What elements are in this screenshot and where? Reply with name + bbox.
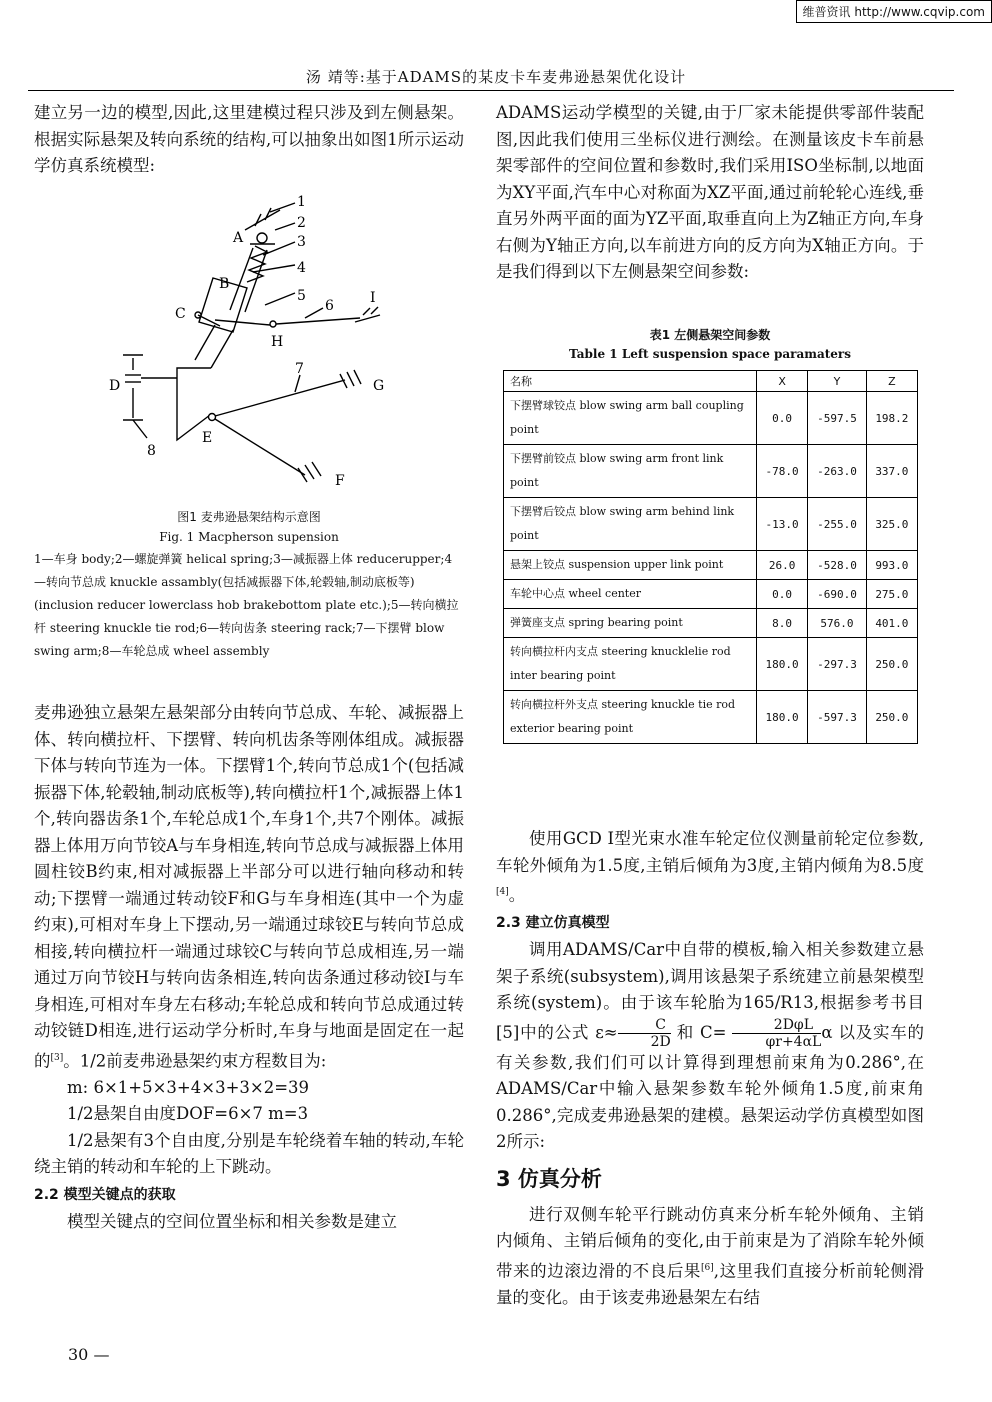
- label-H: H: [271, 334, 284, 350]
- figure-caption-cn: 图1 麦弗逊悬架结构示意图: [177, 510, 321, 524]
- cell-y: -255.0: [808, 498, 867, 551]
- paragraph: 麦弗逊独立悬架左悬架部分由转向节总成、车轮、减振器上体、转向横拉杆、下摆臂、转向机齿条等刚体组成。减振器下体与转向节连为一体。下摆臂1个,转向节总成1个(包括减振器下体,轮毂轴,制动底板等),转向横拉杆1个,减振器上体1个,转向器齿条1个,车轮总成1个,车身1个,共7个刚体。减振器上体用万向节铰A与车身相连,转向节总成与减振器上体用圆柱铰B约束,相对减振器上半部分可以进行轴向移动和转动;下摆臂一端通过转动铰F和G与车身相连(其中一个为虚约束),可相对车身上下摆动,另一端通过球铰E与转向节总成相接,转向横拉杆一端通过球铰C与转向节总成相连,另一端通过万向节铰H与转向齿条相连,转向齿条通过移动铰I与车身相连,可相对车身左右移动;车轮总成和转向节总成通过转动铰链D相连,进行运动学分析时,车身与地面是固定在一起的[3]。1/2前麦弗逊悬架约束方程数目为:: [34, 703, 464, 1070]
- cell-x: 0.0: [757, 392, 808, 445]
- citation: [3]: [50, 1052, 64, 1063]
- paragraph: 模型关键点的空间位置坐标和相关参数是建立: [67, 1211, 397, 1231]
- table-row: [504, 445, 918, 498]
- cell-x: 180.0: [757, 691, 808, 744]
- label-F: F: [335, 473, 345, 489]
- label-8: 8: [147, 443, 156, 459]
- table-header-row: [504, 371, 918, 392]
- label-7: 7: [295, 361, 304, 377]
- left-column: [34, 100, 464, 180]
- figure-caption-en: Fig. 1 Macpherson supension: [159, 530, 339, 544]
- citation: [6]: [701, 1262, 714, 1273]
- left-column-body: [34, 700, 464, 1235]
- citation: [4]: [496, 887, 509, 897]
- running-header: 汤 靖等:基于ADAMS的某皮卡车麦弗逊悬架优化设计: [305, 68, 687, 86]
- cell-name: 下摆臂球铰点 blow swing arm ball coupling point: [504, 392, 757, 445]
- cell-name: 悬架上铰点 suspension upper link point: [504, 551, 757, 580]
- cell-y: -690.0: [808, 580, 867, 609]
- label-2: 2: [297, 215, 306, 231]
- cell-x: 26.0: [757, 551, 808, 580]
- cell-x: -13.0: [757, 498, 808, 551]
- label-C: C: [175, 306, 186, 322]
- right-column: [496, 100, 924, 286]
- cell-name: 弹簧座支点 spring bearing point: [504, 609, 757, 638]
- cell-z: 993.0: [866, 551, 917, 580]
- table-row: [504, 498, 918, 551]
- cell-z: 198.2: [866, 392, 917, 445]
- label-E: E: [202, 430, 213, 446]
- page-number: 30 —: [68, 1345, 110, 1364]
- cell-z: 325.0: [866, 498, 917, 551]
- paragraph: ADAMS运动学模型的关键,由于厂家未能提供零部件装配图,因此我们使用三坐标仪进行测绘。在测量该皮卡车前悬架零部件的空间位置和参数时,我们采用ISO坐标制,以地面为XY平面,汽车中心对称面为XZ平面,通过前轮轮心连线,垂直另外两平面的面为YZ平面,取垂直向上为Z轴正方向,车身右侧为Y轴正方向,以车前进方向的反方向为X轴正方向。于是我们得到以下左侧悬架空间参数:: [496, 103, 924, 281]
- header-rule: [28, 90, 954, 91]
- table-caption-cn: 表1 左侧悬架空间参数: [649, 328, 771, 342]
- cell-y: -297.3: [808, 638, 867, 691]
- table-row: [504, 609, 918, 638]
- label-I: I: [370, 290, 376, 306]
- label-A: A: [233, 230, 244, 246]
- table-caption-en: Table 1 Left suspension space paramaters: [568, 347, 852, 361]
- table-row: [504, 580, 918, 609]
- right-column-body: [496, 826, 924, 1311]
- figure-legend: 1—车身 body;2—螺旋弹簧 helical spring;3—减振器上体 reducerupper;4—转向节总成 knuckle assambly(包括减振器下体,轮毂轴,制动底板等)(inclusion reducer lowerclass hob brakebottom plate etc.);5—转向横拉杆 steering knuckle tie rod;6—转向齿条 steering rack;7—下摆臂 blow swing arm;8—车轮总成 wheel assembly: [34, 552, 459, 658]
- fraction: $\frac{C}{2D}$: [618, 1017, 671, 1050]
- paragraph: 调用ADAMS/Car中自带的模板,输入相关参数建立悬架子系统(subsystem),调用该悬架子系统建立前悬架模型系统(system)。由于该车轮胎为165/R13,根据参考书目[5]中的公式 ε≈ $\frac{C}{2D}$ 和 C= $\frac{\text{2DφL}}{\varphi r+4\alpha L}$ α 以及实车的有关参数,我们们可以计算得到理想前束角为0.286°,在ADAMS/Car中输入悬架参数车轮外倾角1.5度,前束角0.286°,完成麦弗逊悬架的建模。悬架运动学仿真模型如图2所示:: [496, 940, 925, 1151]
- paragraph: 1/2悬架有3个自由度,分别是车轮绕着车轴的转动,车轮绕主销的转动和车轮的上下跳动。: [34, 1130, 464, 1176]
- col-header-z: Z: [866, 371, 917, 392]
- cell-z: 401.0: [866, 609, 917, 638]
- col-header-x: X: [757, 371, 808, 392]
- cell-name: 车轮中心点 wheel center: [504, 580, 757, 609]
- label-1-top: 1: [297, 194, 306, 210]
- paragraph: 使用GCD I型光束水准车轮定位仪测量前轮定位参数,车轮外倾角为1.5度,主销后倾角为3度,主销内倾角为8.5度[4]。: [496, 829, 924, 905]
- cell-x: -78.0: [757, 445, 808, 498]
- equation-dof: 1/2悬架自由度DOF=6×7 m=3: [67, 1104, 309, 1123]
- cell-z: 250.0: [866, 691, 917, 744]
- label-3: 3: [297, 234, 306, 250]
- label-B: B: [219, 276, 230, 292]
- cell-z: 337.0: [866, 445, 917, 498]
- cell-name: 转向横拉杆内支点 steering knucklelie rod inter bearing point: [504, 638, 757, 691]
- cell-z: 275.0: [866, 580, 917, 609]
- parameters-table: [503, 370, 918, 744]
- cell-y: -528.0: [808, 551, 867, 580]
- table-row: [504, 551, 918, 580]
- cell-z: 250.0: [866, 638, 917, 691]
- label-D: D: [109, 378, 121, 394]
- col-header-y: Y: [808, 371, 867, 392]
- table-row: [504, 691, 918, 744]
- cell-y: -597.3: [808, 691, 867, 744]
- cell-x: 180.0: [757, 638, 808, 691]
- cell-y: -263.0: [808, 445, 867, 498]
- equation-constraints: m: 6×1+5×3+4×3+3×2=39: [67, 1077, 310, 1097]
- table-row: [504, 638, 918, 691]
- cell-y: 576.0: [808, 609, 867, 638]
- cell-name: 下摆臂后铰点 blow swing arm behind link point: [504, 498, 757, 551]
- paragraph: 进行双侧车轮平行跳动仿真来分析车轮外倾角、主销内倾角、主销后倾角的变化,由于前束是为了消除车轮外倾带来的边滚边滑的不良后果[6],这里我们直接分析前轮侧滑量的变化。由于该麦弗逊悬架左右结: [496, 1204, 924, 1307]
- section-heading-2-3: 2.3 建立仿真模型: [496, 915, 610, 931]
- formula-epsilon: ε≈: [595, 1022, 618, 1042]
- label-5: 5: [297, 288, 306, 304]
- label-G: G: [373, 378, 385, 394]
- paragraph: 建立另一边的模型,因此,这里建模过程只涉及到左侧悬架。根据实际悬架及转向系统的结构,可以抽象出如图1所示运动学仿真系统模型:: [34, 103, 464, 175]
- label-6: 6: [325, 298, 334, 314]
- col-header-name: 名称: [504, 371, 757, 392]
- watermark: 维普资讯 http://www.cqvip.com: [796, 0, 992, 23]
- table-row: [504, 392, 918, 445]
- figure-1-diagram: [95, 190, 415, 500]
- section-heading-2-2: 2.2 模型关键点的获取: [34, 1186, 176, 1203]
- section-heading-3: 3 仿真分析: [496, 1166, 602, 1191]
- cell-name: 下摆臂前铰点 blow swing arm front link point: [504, 445, 757, 498]
- cell-x: 8.0: [757, 609, 808, 638]
- cell-name: 转向横拉杆外支点 steering knuckle tie rod exterior bearing point: [504, 691, 757, 744]
- cell-y: -597.5: [808, 392, 867, 445]
- cell-x: 0.0: [757, 580, 808, 609]
- fraction: $\frac{\text{2DφL}}{\varphi r+4\alpha L}$: [732, 1017, 821, 1050]
- label-4: 4: [297, 260, 306, 276]
